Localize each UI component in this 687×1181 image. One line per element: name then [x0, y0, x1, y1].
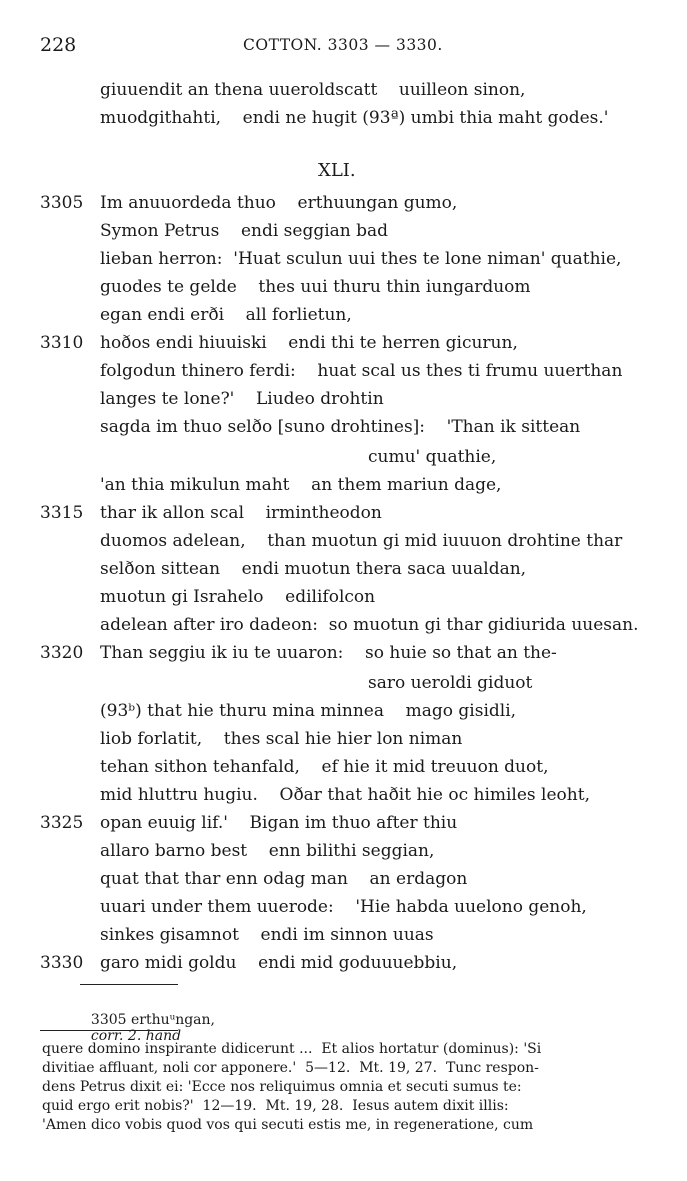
- gloss-rule: [40, 1030, 178, 1031]
- line-number: 3320: [40, 643, 84, 663]
- line-number: 3305: [40, 193, 84, 213]
- verse-line: langes te lone?' Liudeo drohtin: [100, 389, 384, 409]
- running-head: COTTON. 3303 — 3330.: [243, 36, 443, 54]
- verse-line: adelean after iro dadeon: so muotun gi thar gidiurida uuesan.: [100, 615, 639, 635]
- verse-line: quat that thar enn odag man an erdagon: [100, 869, 468, 889]
- verse-line: opan euuig lif.' Bigan im thuo after thiu: [100, 813, 458, 833]
- line-number: 3330: [40, 953, 84, 973]
- gloss-line: 'Amen dico vobis quod vos qui secuti estis me, in regeneratione, cum: [42, 1117, 534, 1133]
- page-number: 228: [40, 34, 77, 56]
- verse-line: tehan sithon tehanfald, ef hie it mid treuuon duot,: [100, 757, 549, 777]
- verse-line: mid hluttru hugiu. Oðar that haðit hie oc himiles leoht,: [100, 785, 590, 805]
- verse-line: hoðos endi hiuuiski endi thi te herren gicurun,: [100, 333, 518, 353]
- verse-line: folgodun thinero ferdi: huat scal us thes ti frumu uuerthan: [100, 361, 623, 381]
- verse-line: muotun gi Israhelo edilifolcon: [100, 587, 376, 607]
- verse-line: selðon sittean endi muotun thera saca uualdan,: [100, 559, 527, 579]
- verse-line: (93ᵇ) that hie thuru mina minnea mago gisidli,: [100, 701, 517, 721]
- verse-line: 'an thia mikulun maht an them mariun dage,: [100, 475, 502, 495]
- verse-line: sagda im thuo selðo [suno drohtines]: 'Than ik sittean: [100, 417, 581, 437]
- verse-line: muodgithahti, endi ne hugit (93ª) umbi thia maht godes.': [100, 108, 609, 128]
- gloss-line: divitiae affluant, noli cor apponere.' 5—12. Mt. 19, 27. Tunc respon-: [42, 1060, 539, 1076]
- verse-line: Than seggiu ik iu te uuaron: so huie so that an the-: [100, 643, 557, 663]
- line-number: 3325: [40, 813, 84, 833]
- section-title: XLI.: [318, 160, 356, 181]
- footnote-ref: 3305 erthuᵘngan,: [90, 1012, 215, 1028]
- verse-line: duomos adelean, than muotun gi mid iuuuon drohtine thar: [100, 531, 623, 551]
- footnote-correction: corr. 2. hand: [90, 1028, 182, 1044]
- verse-line: Symon Petrus endi seggian bad: [100, 221, 389, 241]
- line-number: 3310: [40, 333, 84, 353]
- verse-line: sinkes gisamnot endi im sinnon uuas: [100, 925, 434, 945]
- verse-line: uuari under them uuerode: 'Hie habda uuelono genoh,: [100, 897, 587, 917]
- verse-line: garo midi goldu endi mid goduuuebbiu,: [100, 953, 458, 973]
- verse-line: egan endi erði all forlietun,: [100, 305, 352, 325]
- line-number: 3315: [40, 503, 84, 523]
- gloss-line: quere domino inspirante didicerunt ... Et alios hortatur (dominus): 'Si: [42, 1041, 542, 1057]
- verse-line: guodes te gelde thes uui thuru thin iungarduom: [100, 277, 531, 297]
- verse-line: thar ik allon scal irmintheodon: [100, 503, 382, 523]
- footnote: [82, 996, 215, 1044]
- footnote-rule: [80, 984, 178, 985]
- verse-line-continuation: cumu' quathie,: [368, 447, 497, 467]
- verse-line: allaro barno best enn bilithi seggian,: [100, 841, 435, 861]
- verse-line: lieban herron: 'Huat sculun uui thes te lone niman' quathie,: [100, 249, 622, 269]
- page-header: [0, 34, 687, 58]
- verse-line: liob forlatit, thes scal hie hier lon niman: [100, 729, 463, 749]
- verse-line: giuuendit an thena uueroldscatt uuilleon sinon,: [100, 80, 526, 100]
- gloss-line: quid ergo erit nobis?' 12—19. Mt. 19, 28. Iesus autem dixit illis:: [42, 1098, 509, 1114]
- verse-line: Im anuuordeda thuo erthuungan gumo,: [100, 193, 458, 213]
- gloss-line: dens Petrus dixit ei: 'Ecce nos reliquimus omnia et secuti sumus te:: [42, 1079, 522, 1095]
- verse-line-continuation: saro ueroldi giduot: [368, 673, 533, 693]
